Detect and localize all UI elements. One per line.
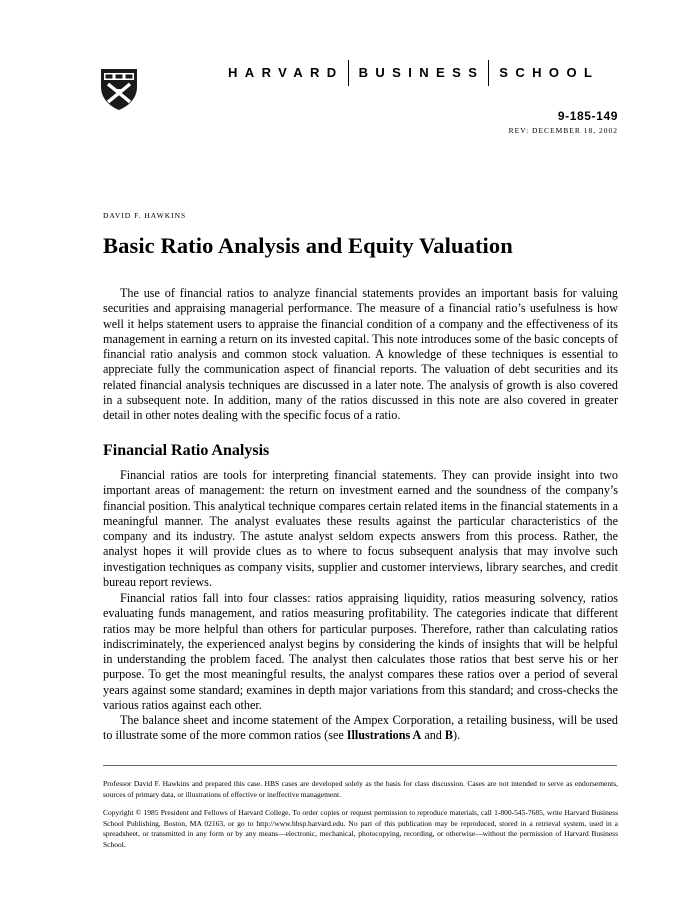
footnote-divider [103,765,617,766]
section-heading: Financial Ratio Analysis [103,442,270,459]
revision-date: REV: DECEMBER 18, 2002 [508,126,618,135]
preparation-note: Professor David F. Hawkins and prepared this case. HBS cases are developed solely as the basis for class discussion. Cases are not intended to serve as endorsements, sources of primary data, or illustrations of effective or ineffective management. [103,779,618,799]
illustration-reference: Illustrations A [346,728,422,743]
school-masthead [228,60,599,86]
illustration-reference: B [444,728,454,743]
masthead-divider [348,60,349,86]
section-paragraph-1: Financial ratios are tools for interpreting financial statements. They can provide insight into two important areas of management: the return on investment earned and the soundness of the company’s financial position. This analytical technique compares certain related items in the financial statements in a meaningful manner. The analyst evaluates these results against the particular characteristics of the company and its industry. The astute analyst seldom expects answers from this process. Rather, the analyst hopes it will provide clues as to where to focus subsequent analysis that may involve such investigation techniques as company visits, supplier and customer interviews, library searches, and credit bureau report reviews. [103,468,618,589]
document-title: Basic Ratio Analysis and Equity Valuation [103,233,513,258]
masthead-word-school: SCHOOL [499,65,600,80]
copyright-notice: Copyright © 1985 President and Fellows of Harvard College. To order copies or request permission to reproduce materials, call 1-800-545-7685, write Harvard Business School Publishing, Boston, MA 02163, or go to http://www.hbsp.harvard.edu. No part of this publication may be reproduced, stored in a retrieval system, used in a spreadsheet, or transmitted in any form or by any means—electronic, mechanical, photocopying, recording, or otherwise—without the permission of Harvard Business School. [103,808,618,849]
author-name: DAVID F. HAWKINS [103,211,187,220]
hbs-shield-icon [99,67,139,111]
document-number: 9-185-149 [557,109,618,123]
masthead-word-harvard: HARVARD [228,65,344,80]
intro-paragraph: The use of financial ratios to analyze financial statements provides an important basis for valuing securities and appraising managerial performance. The measure of a financial ratio’s usefulness is how well it helps statement users to appraise the financial condition of a company and the effectiveness of its management in earning a return on its invested capital. This note introduces some of the basic concepts of financial ratio analysis and common stock valuation. A knowledge of these techniques is essential to appreciate fully the communication aspect of financial reports. The valuation of debt securities and its related financial analysis techniques are discussed in a later note. The analysis of growth is also covered in a subsequent note. In addition, many of the ratios discussed in this note are also covered in greater detail in other notes dealing with the specific focus of a ratio. [103,286,618,422]
section-paragraph-2: Financial ratios fall into four classes: ratios appraising liquidity, ratios measuring solvency, ratios evaluating funds management, and ratios measuring profitability. The categories indicate that different ratios may be more helpful than others for particular purposes. Therefore, rather than calculating ratios indiscriminately, the experienced analyst begins by considering the kinds of insights that will be helpful in understanding the problem faced. The analyst then calculates those ratios that best serve his or her purpose. To get the most meaningful results, the analyst compares these ratios over a period of several years against some standard; examines in depth major variations from this standard; and cross-checks the various ratios against each other. [103,591,618,712]
masthead-divider [488,60,489,86]
section-paragraph-3: The balance sheet and income statement of the Ampex Corporation, a retailing business, will be used to illustrate some of the more common ratios (see Illustrations A and B). [103,713,618,743]
masthead-word-business: BUSINESS [358,65,485,80]
